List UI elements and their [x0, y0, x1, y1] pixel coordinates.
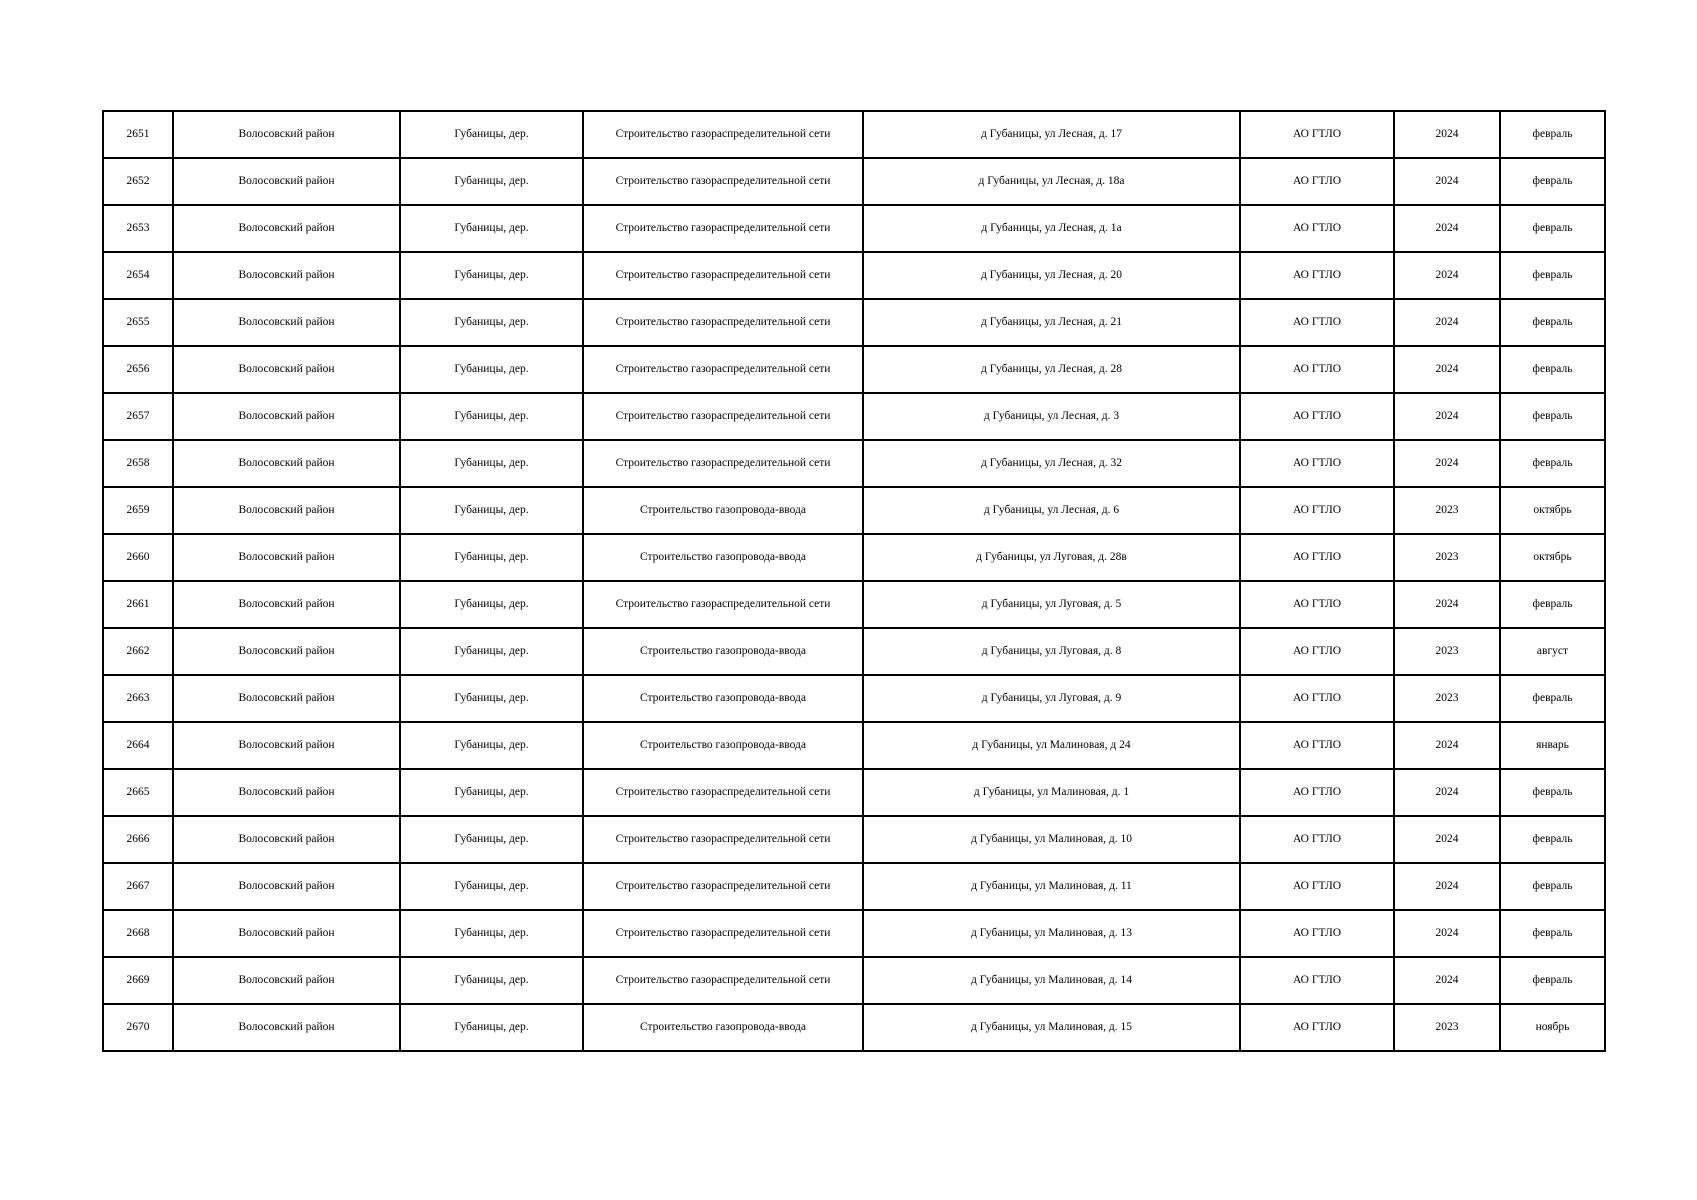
settlement-cell: Губаницы, дер. [400, 205, 583, 252]
year-cell: 2024 [1394, 346, 1500, 393]
year-cell: 2024 [1394, 299, 1500, 346]
district-cell: Волосовский район [173, 769, 400, 816]
work-type-cell: Строительство газопровода-ввода [583, 534, 863, 581]
year-cell: 2023 [1394, 487, 1500, 534]
year-cell: 2024 [1394, 440, 1500, 487]
address-cell: д Губаницы, ул Лесная, д. 6 [863, 487, 1240, 534]
organization-cell: АО ГТЛО [1240, 863, 1394, 910]
row-number-cell: 2656 [103, 346, 173, 393]
district-cell: Волосовский район [173, 628, 400, 675]
organization-cell: АО ГТЛО [1240, 346, 1394, 393]
month-cell: январь [1500, 722, 1605, 769]
year-cell: 2023 [1394, 1004, 1500, 1051]
month-cell: октябрь [1500, 487, 1605, 534]
organization-cell: АО ГТЛО [1240, 205, 1394, 252]
address-cell: д Губаницы, ул Луговая, д. 28в [863, 534, 1240, 581]
month-cell: февраль [1500, 299, 1605, 346]
work-type-cell: Строительство газораспределительной сети [583, 205, 863, 252]
month-cell: февраль [1500, 393, 1605, 440]
row-number-cell: 2654 [103, 252, 173, 299]
settlement-cell: Губаницы, дер. [400, 957, 583, 1004]
district-cell: Волосовский район [173, 910, 400, 957]
table-row [103, 487, 1605, 534]
year-cell: 2024 [1394, 816, 1500, 863]
document-page [102, 110, 1606, 1052]
table-row [103, 158, 1605, 205]
work-type-cell: Строительство газораспределительной сети [583, 816, 863, 863]
year-cell: 2024 [1394, 722, 1500, 769]
month-cell: февраль [1500, 205, 1605, 252]
address-cell: д Губаницы, ул Луговая, д. 5 [863, 581, 1240, 628]
organization-cell: АО ГТЛО [1240, 111, 1394, 158]
row-number-cell: 2658 [103, 440, 173, 487]
district-cell: Волосовский район [173, 158, 400, 205]
table-row [103, 581, 1605, 628]
table-row [103, 534, 1605, 581]
address-cell: д Губаницы, ул Малиновая, д. 1 [863, 769, 1240, 816]
table-row [103, 111, 1605, 158]
month-cell: февраль [1500, 675, 1605, 722]
row-number-cell: 2662 [103, 628, 173, 675]
month-cell: февраль [1500, 910, 1605, 957]
work-type-cell: Строительство газораспределительной сети [583, 252, 863, 299]
month-cell: февраль [1500, 346, 1605, 393]
address-cell: д Губаницы, ул Лесная, д. 20 [863, 252, 1240, 299]
settlement-cell: Губаницы, дер. [400, 816, 583, 863]
table-row [103, 675, 1605, 722]
settlement-cell: Губаницы, дер. [400, 487, 583, 534]
organization-cell: АО ГТЛО [1240, 910, 1394, 957]
settlement-cell: Губаницы, дер. [400, 910, 583, 957]
organization-cell: АО ГТЛО [1240, 534, 1394, 581]
district-cell: Волосовский район [173, 393, 400, 440]
address-cell: д Губаницы, ул Лесная, д. 1а [863, 205, 1240, 252]
address-cell: д Губаницы, ул Лесная, д. 21 [863, 299, 1240, 346]
district-cell: Волосовский район [173, 534, 400, 581]
settlement-cell: Губаницы, дер. [400, 111, 583, 158]
row-number-cell: 2670 [103, 1004, 173, 1051]
settlement-cell: Губаницы, дер. [400, 1004, 583, 1051]
row-number-cell: 2669 [103, 957, 173, 1004]
table-row [103, 205, 1605, 252]
district-cell: Волосовский район [173, 440, 400, 487]
row-number-cell: 2665 [103, 769, 173, 816]
year-cell: 2023 [1394, 675, 1500, 722]
district-cell: Волосовский район [173, 111, 400, 158]
table-body [103, 111, 1605, 1051]
row-number-cell: 2667 [103, 863, 173, 910]
year-cell: 2024 [1394, 393, 1500, 440]
settlement-cell: Губаницы, дер. [400, 863, 583, 910]
year-cell: 2023 [1394, 628, 1500, 675]
table-row [103, 957, 1605, 1004]
organization-cell: АО ГТЛО [1240, 675, 1394, 722]
year-cell: 2024 [1394, 769, 1500, 816]
organization-cell: АО ГТЛО [1240, 393, 1394, 440]
work-type-cell: Строительство газораспределительной сети [583, 957, 863, 1004]
table-row [103, 440, 1605, 487]
table-row [103, 1004, 1605, 1051]
table-row [103, 863, 1605, 910]
organization-cell: АО ГТЛО [1240, 299, 1394, 346]
work-type-cell: Строительство газораспределительной сети [583, 440, 863, 487]
district-cell: Волосовский район [173, 581, 400, 628]
year-cell: 2024 [1394, 205, 1500, 252]
month-cell: ноябрь [1500, 1004, 1605, 1051]
year-cell: 2024 [1394, 910, 1500, 957]
district-cell: Волосовский район [173, 299, 400, 346]
work-type-cell: Строительство газораспределительной сети [583, 393, 863, 440]
settlement-cell: Губаницы, дер. [400, 393, 583, 440]
district-cell: Волосовский район [173, 1004, 400, 1051]
month-cell: февраль [1500, 440, 1605, 487]
district-cell: Волосовский район [173, 957, 400, 1004]
row-number-cell: 2666 [103, 816, 173, 863]
row-number-cell: 2651 [103, 111, 173, 158]
table-row [103, 628, 1605, 675]
month-cell: февраль [1500, 863, 1605, 910]
month-cell: февраль [1500, 111, 1605, 158]
year-cell: 2023 [1394, 534, 1500, 581]
work-type-cell: Строительство газораспределительной сети [583, 111, 863, 158]
month-cell: август [1500, 628, 1605, 675]
table-row [103, 299, 1605, 346]
row-number-cell: 2655 [103, 299, 173, 346]
settlement-cell: Губаницы, дер. [400, 299, 583, 346]
district-cell: Волосовский район [173, 346, 400, 393]
year-cell: 2024 [1394, 957, 1500, 1004]
settlement-cell: Губаницы, дер. [400, 722, 583, 769]
row-number-cell: 2652 [103, 158, 173, 205]
address-cell: д Губаницы, ул Малиновая, д 24 [863, 722, 1240, 769]
address-cell: д Губаницы, ул Лесная, д. 3 [863, 393, 1240, 440]
work-type-cell: Строительство газораспределительной сети [583, 769, 863, 816]
organization-cell: АО ГТЛО [1240, 487, 1394, 534]
table-row [103, 393, 1605, 440]
row-number-cell: 2661 [103, 581, 173, 628]
district-cell: Волосовский район [173, 205, 400, 252]
year-cell: 2024 [1394, 111, 1500, 158]
organization-cell: АО ГТЛО [1240, 722, 1394, 769]
year-cell: 2024 [1394, 581, 1500, 628]
address-cell: д Губаницы, ул Лесная, д. 17 [863, 111, 1240, 158]
settlement-cell: Губаницы, дер. [400, 158, 583, 205]
year-cell: 2024 [1394, 252, 1500, 299]
address-cell: д Губаницы, ул Малиновая, д. 11 [863, 863, 1240, 910]
table-row [103, 252, 1605, 299]
settlement-cell: Губаницы, дер. [400, 252, 583, 299]
organization-cell: АО ГТЛО [1240, 1004, 1394, 1051]
district-cell: Волосовский район [173, 722, 400, 769]
address-cell: д Губаницы, ул Лесная, д. 18а [863, 158, 1240, 205]
address-cell: д Губаницы, ул Лесная, д. 32 [863, 440, 1240, 487]
month-cell: февраль [1500, 957, 1605, 1004]
month-cell: февраль [1500, 769, 1605, 816]
gasification-table [102, 110, 1606, 1052]
work-type-cell: Строительство газораспределительной сети [583, 581, 863, 628]
month-cell: февраль [1500, 252, 1605, 299]
district-cell: Волосовский район [173, 863, 400, 910]
table-row [103, 816, 1605, 863]
address-cell: д Губаницы, ул Малиновая, д. 13 [863, 910, 1240, 957]
row-number-cell: 2659 [103, 487, 173, 534]
organization-cell: АО ГТЛО [1240, 628, 1394, 675]
settlement-cell: Губаницы, дер. [400, 675, 583, 722]
work-type-cell: Строительство газораспределительной сети [583, 910, 863, 957]
row-number-cell: 2663 [103, 675, 173, 722]
row-number-cell: 2653 [103, 205, 173, 252]
work-type-cell: Строительство газопровода-ввода [583, 628, 863, 675]
work-type-cell: Строительство газораспределительной сети [583, 863, 863, 910]
row-number-cell: 2657 [103, 393, 173, 440]
work-type-cell: Строительство газораспределительной сети [583, 299, 863, 346]
work-type-cell: Строительство газопровода-ввода [583, 722, 863, 769]
address-cell: д Губаницы, ул Луговая, д. 8 [863, 628, 1240, 675]
organization-cell: АО ГТЛО [1240, 816, 1394, 863]
table-row [103, 910, 1605, 957]
settlement-cell: Губаницы, дер. [400, 769, 583, 816]
settlement-cell: Губаницы, дер. [400, 534, 583, 581]
district-cell: Волосовский район [173, 252, 400, 299]
work-type-cell: Строительство газопровода-ввода [583, 487, 863, 534]
table-row [103, 722, 1605, 769]
address-cell: д Губаницы, ул Лесная, д. 28 [863, 346, 1240, 393]
organization-cell: АО ГТЛО [1240, 581, 1394, 628]
work-type-cell: Строительство газораспределительной сети [583, 346, 863, 393]
month-cell: октябрь [1500, 534, 1605, 581]
organization-cell: АО ГТЛО [1240, 957, 1394, 1004]
month-cell: февраль [1500, 158, 1605, 205]
district-cell: Волосовский район [173, 487, 400, 534]
address-cell: д Губаницы, ул Малиновая, д. 14 [863, 957, 1240, 1004]
organization-cell: АО ГТЛО [1240, 158, 1394, 205]
month-cell: февраль [1500, 816, 1605, 863]
settlement-cell: Губаницы, дер. [400, 346, 583, 393]
address-cell: д Губаницы, ул Луговая, д. 9 [863, 675, 1240, 722]
district-cell: Волосовский район [173, 675, 400, 722]
work-type-cell: Строительство газопровода-ввода [583, 675, 863, 722]
month-cell: февраль [1500, 581, 1605, 628]
year-cell: 2024 [1394, 863, 1500, 910]
table-row [103, 769, 1605, 816]
work-type-cell: Строительство газораспределительной сети [583, 158, 863, 205]
row-number-cell: 2660 [103, 534, 173, 581]
settlement-cell: Губаницы, дер. [400, 581, 583, 628]
row-number-cell: 2664 [103, 722, 173, 769]
year-cell: 2024 [1394, 158, 1500, 205]
organization-cell: АО ГТЛО [1240, 769, 1394, 816]
district-cell: Волосовский район [173, 816, 400, 863]
address-cell: д Губаницы, ул Малиновая, д. 10 [863, 816, 1240, 863]
organization-cell: АО ГТЛО [1240, 252, 1394, 299]
address-cell: д Губаницы, ул Малиновая, д. 15 [863, 1004, 1240, 1051]
work-type-cell: Строительство газопровода-ввода [583, 1004, 863, 1051]
settlement-cell: Губаницы, дер. [400, 440, 583, 487]
settlement-cell: Губаницы, дер. [400, 628, 583, 675]
row-number-cell: 2668 [103, 910, 173, 957]
organization-cell: АО ГТЛО [1240, 440, 1394, 487]
table-row [103, 346, 1605, 393]
